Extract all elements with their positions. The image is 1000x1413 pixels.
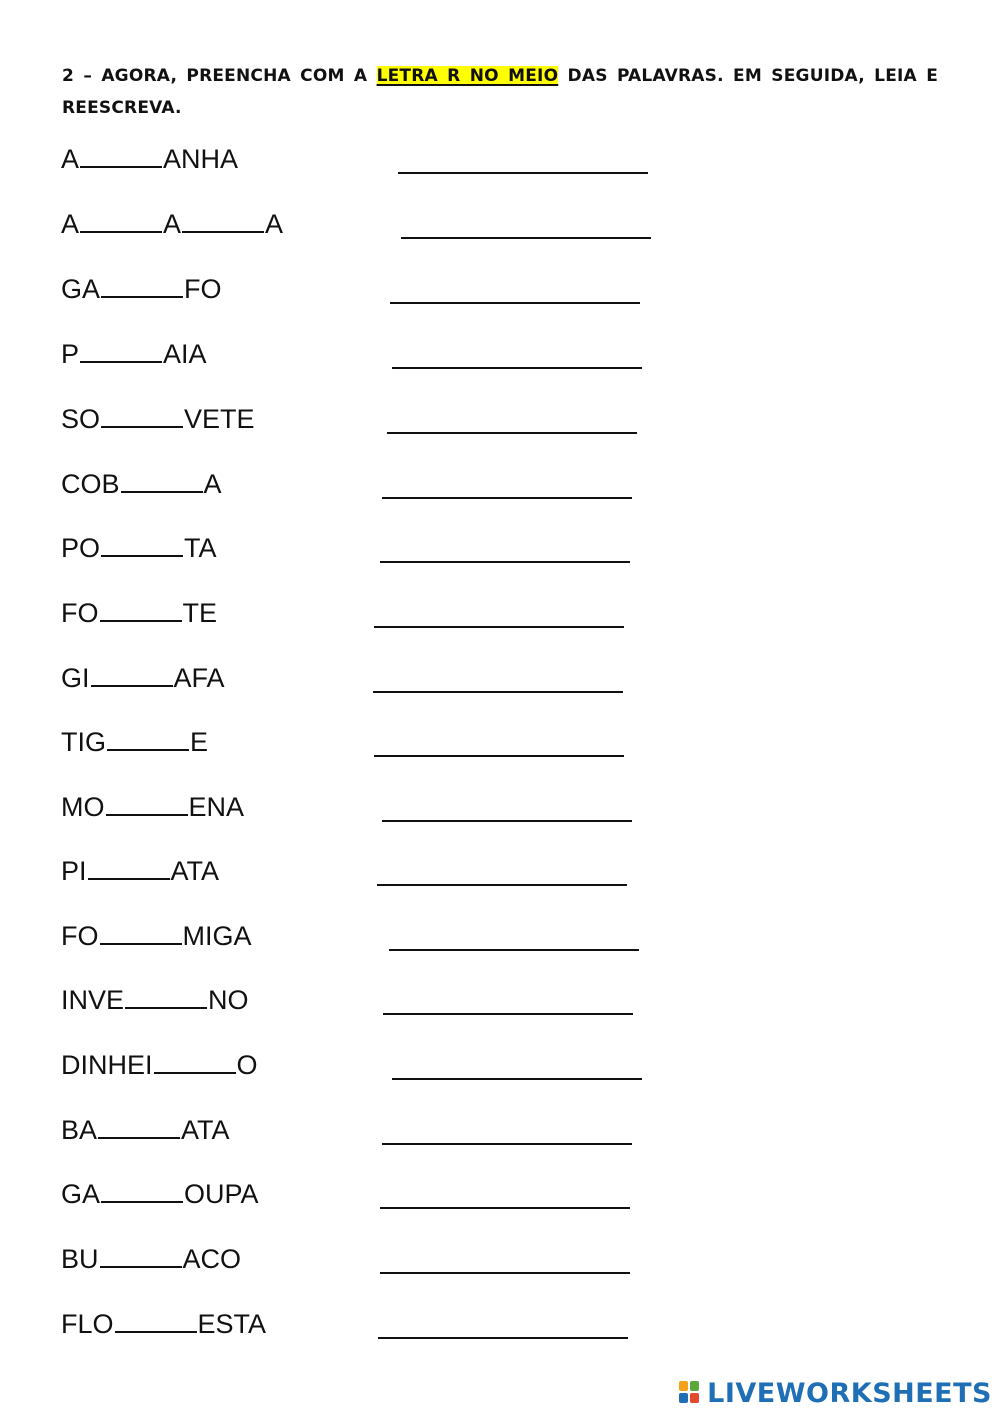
word-part: ESTA xyxy=(197,1309,267,1339)
word-with-gaps xyxy=(61,467,222,500)
rewrite-answer-line[interactable] xyxy=(374,725,624,757)
letter-blank[interactable] xyxy=(106,790,188,816)
letter-blank[interactable] xyxy=(100,1242,182,1268)
word-part: COB xyxy=(61,469,120,499)
word-part: INVE xyxy=(61,985,125,1015)
letter-blank[interactable] xyxy=(115,1307,197,1333)
word-part: ACO xyxy=(182,1244,242,1274)
word-with-gaps xyxy=(61,1307,266,1340)
word-part: MO xyxy=(61,792,105,822)
word-part: NO xyxy=(208,985,249,1015)
rewrite-answer-line[interactable] xyxy=(382,790,632,822)
letter-blank[interactable] xyxy=(101,1177,183,1203)
word-part: FLO xyxy=(61,1309,114,1339)
word-with-gaps xyxy=(61,142,238,175)
brand-name: LIVEWORKSHEETS xyxy=(707,1377,992,1409)
word-part: OUPA xyxy=(184,1179,259,1209)
word-with-gaps xyxy=(61,661,225,694)
word-with-gaps xyxy=(61,1113,230,1146)
word-part: SO xyxy=(61,404,101,434)
word-with-gaps xyxy=(61,1242,241,1275)
instruction-highlight: LETRA R NO MEIO xyxy=(376,66,559,86)
word-part: TE xyxy=(182,598,218,628)
word-part: FO xyxy=(61,598,99,628)
word-part: ENA xyxy=(188,792,245,822)
word-part: ANHA xyxy=(163,144,239,174)
word-part: A xyxy=(61,144,80,174)
rewrite-answer-line[interactable] xyxy=(401,207,651,239)
word-part: FO xyxy=(61,921,99,951)
word-part: BU xyxy=(61,1244,99,1274)
word-with-gaps xyxy=(61,1048,258,1081)
word-with-gaps xyxy=(61,854,219,887)
word-with-gaps xyxy=(61,402,255,435)
word-part: AIA xyxy=(163,339,207,369)
exercise-row xyxy=(0,854,1000,898)
exercise-row xyxy=(0,1113,1000,1157)
word-with-gaps xyxy=(61,207,283,240)
rewrite-answer-line[interactable] xyxy=(398,142,648,174)
word-part: E xyxy=(190,727,209,757)
word-part: TA xyxy=(184,533,217,563)
letter-blank[interactable] xyxy=(125,983,207,1009)
word-part: PI xyxy=(61,856,87,886)
exercise-row xyxy=(0,207,1000,251)
letter-blank[interactable] xyxy=(182,207,264,233)
letter-blank[interactable] xyxy=(154,1048,236,1074)
word-with-gaps xyxy=(61,531,217,564)
letter-blank[interactable] xyxy=(88,854,170,880)
letter-blank[interactable] xyxy=(80,207,162,233)
rewrite-answer-line[interactable] xyxy=(378,1307,628,1339)
word-part: A xyxy=(203,469,222,499)
logo-mark-icon xyxy=(679,1381,701,1405)
exercise-row xyxy=(0,337,1000,381)
rewrite-answer-line[interactable] xyxy=(389,919,639,951)
word-with-gaps xyxy=(61,272,222,305)
exercise-row xyxy=(0,1242,1000,1286)
exercise-row xyxy=(0,402,1000,446)
letter-blank[interactable] xyxy=(98,1113,180,1139)
letter-blank[interactable] xyxy=(101,531,183,557)
rewrite-answer-line[interactable] xyxy=(380,531,630,563)
word-part: FO xyxy=(184,274,222,304)
word-part: GA xyxy=(61,274,101,304)
rewrite-answer-line[interactable] xyxy=(382,467,632,499)
word-part: A xyxy=(61,209,80,239)
instruction-number: 2 – AGORA, PREENCHA COM A xyxy=(62,66,377,86)
letter-blank[interactable] xyxy=(107,725,189,751)
word-part: A xyxy=(163,209,182,239)
exercise-row xyxy=(0,1048,1000,1092)
exercise-row xyxy=(0,467,1000,511)
rewrite-answer-line[interactable] xyxy=(392,337,642,369)
exercise-row xyxy=(0,1177,1000,1221)
word-part: GI xyxy=(61,663,90,693)
word-part: PO xyxy=(61,533,101,563)
liveworksheets-logo xyxy=(679,1376,992,1410)
rewrite-answer-line[interactable] xyxy=(387,402,637,434)
word-part: MIGA xyxy=(182,921,252,951)
word-part: A xyxy=(265,209,284,239)
word-part: O xyxy=(236,1050,258,1080)
letter-blank[interactable] xyxy=(100,919,182,945)
letter-blank[interactable] xyxy=(80,142,162,168)
rewrite-answer-line[interactable] xyxy=(382,1113,632,1145)
letter-blank[interactable] xyxy=(101,402,183,428)
word-part: P xyxy=(61,339,80,369)
word-with-gaps xyxy=(61,596,217,629)
instruction-text xyxy=(62,60,938,124)
word-part: TIG xyxy=(61,727,106,757)
exercise-row xyxy=(0,725,1000,769)
word-part: DINHEI xyxy=(61,1050,153,1080)
exercise-row xyxy=(0,142,1000,186)
rewrite-answer-line[interactable] xyxy=(377,854,627,886)
letter-blank[interactable] xyxy=(80,337,162,363)
word-part: BA xyxy=(61,1115,98,1145)
rewrite-answer-line[interactable] xyxy=(380,1242,630,1274)
word-with-gaps xyxy=(61,919,252,952)
instruction-rest: DAS PALAVRAS. EM SEGUIDA, LEIA E REESCREVA. xyxy=(62,66,939,118)
exercise-row xyxy=(0,790,1000,834)
letter-blank[interactable] xyxy=(101,272,183,298)
rewrite-answer-line[interactable] xyxy=(392,1048,642,1080)
word-part: AFA xyxy=(173,663,225,693)
word-with-gaps xyxy=(61,983,249,1016)
exercise-row xyxy=(0,661,1000,705)
word-part: GA xyxy=(61,1179,101,1209)
word-with-gaps xyxy=(61,790,244,823)
word-part: VETE xyxy=(184,404,255,434)
word-part: ATA xyxy=(181,1115,230,1145)
letter-blank[interactable] xyxy=(100,596,182,622)
exercise-row xyxy=(0,919,1000,963)
word-with-gaps xyxy=(61,337,207,370)
word-with-gaps xyxy=(61,1177,259,1210)
letter-blank[interactable] xyxy=(91,661,173,687)
word-part: ATA xyxy=(170,856,220,886)
letter-blank[interactable] xyxy=(121,467,203,493)
rewrite-answer-line[interactable] xyxy=(383,983,633,1015)
exercise-row xyxy=(0,1307,1000,1351)
exercise-row xyxy=(0,983,1000,1027)
rewrite-answer-line[interactable] xyxy=(374,596,624,628)
rewrite-answer-line[interactable] xyxy=(390,272,640,304)
exercise-row xyxy=(0,272,1000,316)
exercise-row xyxy=(0,596,1000,640)
rewrite-answer-line[interactable] xyxy=(373,661,623,693)
rewrite-answer-line[interactable] xyxy=(380,1177,630,1209)
word-with-gaps xyxy=(61,725,208,758)
exercise-row xyxy=(0,531,1000,575)
